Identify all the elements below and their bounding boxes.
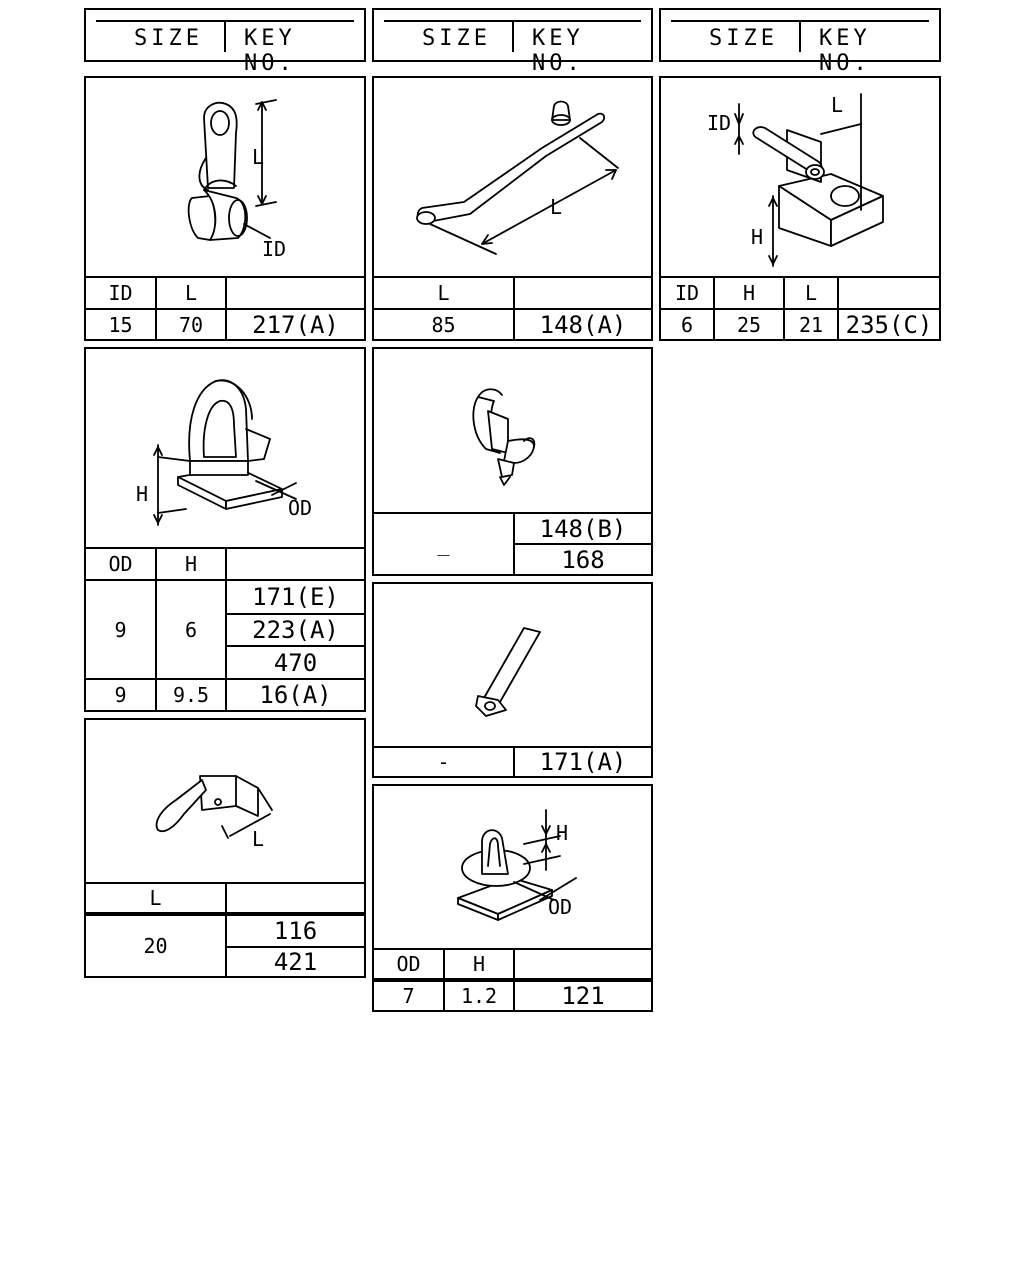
key-no-header: KEY NO. bbox=[819, 26, 871, 76]
dim-value-l: 70 bbox=[178, 313, 204, 337]
dim-label-l: L bbox=[437, 281, 450, 305]
fig-label-od: OD bbox=[548, 895, 573, 919]
dim-value-h: 1.2 bbox=[460, 984, 498, 1008]
key-number: 421 bbox=[273, 948, 318, 976]
dim-label-h: H bbox=[472, 952, 486, 976]
dim-value-h: 6 bbox=[184, 617, 198, 642]
fig-label-od: OD bbox=[288, 496, 313, 520]
part-card-hook-clip bbox=[84, 718, 366, 978]
size-value: - bbox=[437, 750, 450, 774]
fig-label-id: ID bbox=[262, 237, 287, 261]
dim-value-od: 7 bbox=[402, 984, 415, 1008]
dim-value-l: 85 bbox=[431, 313, 456, 337]
part-card-clip-od-h bbox=[84, 347, 366, 712]
dim-label-od: OD bbox=[396, 952, 421, 976]
key-no-header: KEY NO. bbox=[532, 26, 584, 76]
part-card-171a bbox=[372, 582, 653, 778]
part-illustration-hose-clamp bbox=[374, 349, 651, 513]
fig-label-l: L bbox=[831, 93, 844, 117]
fig-label-h: H bbox=[556, 821, 569, 845]
dim-label-h: H bbox=[184, 552, 198, 576]
fig-label-h: H bbox=[136, 482, 149, 506]
dim-value-h: 25 bbox=[736, 313, 762, 337]
part-illustration-base-clip bbox=[86, 349, 364, 547]
fig-label-l: L bbox=[550, 195, 563, 219]
part-card-148a bbox=[372, 76, 653, 341]
dim-label-od: OD bbox=[108, 552, 133, 576]
key-number: 121 bbox=[561, 982, 605, 1010]
fig-label-id: ID bbox=[707, 111, 732, 135]
key-number: 223(A) bbox=[252, 616, 339, 644]
dim-value-od: 9 bbox=[114, 617, 127, 642]
header-box-2 bbox=[372, 8, 653, 76]
fig-label-l: L bbox=[252, 145, 265, 169]
key-number: 116 bbox=[273, 917, 318, 945]
key-number: 171(E) bbox=[252, 583, 339, 611]
dim-value-id: 15 bbox=[108, 313, 133, 337]
dim-label-l: L bbox=[804, 281, 818, 305]
key-number: 217(A) bbox=[252, 311, 339, 339]
dim-label-id: ID bbox=[108, 281, 133, 305]
header-box-1 bbox=[84, 8, 366, 76]
part-card-235c bbox=[659, 76, 941, 341]
fig-label-h: H bbox=[751, 225, 764, 249]
fig-label-l: L bbox=[252, 827, 265, 851]
key-number: 16(A) bbox=[259, 681, 332, 709]
dim-value-l: 21 bbox=[798, 313, 824, 337]
dim-label-id: ID bbox=[674, 281, 700, 305]
key-number: 168 bbox=[561, 545, 605, 574]
key-number: 235(C) bbox=[845, 311, 933, 339]
part-illustration-hook-clip bbox=[86, 720, 364, 882]
part-illustration-pipe-holder bbox=[661, 78, 939, 276]
dim-label-h: H bbox=[742, 281, 756, 305]
dim-value-id: 6 bbox=[680, 313, 694, 337]
part-card-148b bbox=[372, 347, 653, 576]
size-header: SIZE bbox=[709, 26, 778, 51]
dim-value-l: 20 bbox=[143, 934, 168, 958]
size-header: SIZE bbox=[422, 26, 491, 51]
key-number: 148(A) bbox=[539, 311, 627, 339]
part-illustration-strap bbox=[374, 78, 651, 276]
key-number: 148(B) bbox=[539, 514, 627, 543]
dim-label-l: L bbox=[149, 886, 162, 910]
key-number: 470 bbox=[273, 648, 318, 677]
part-illustration-push-clip bbox=[374, 786, 651, 948]
part-card-217a bbox=[84, 76, 366, 341]
key-no-header: KEY NO. bbox=[244, 26, 296, 76]
header-box-3 bbox=[659, 8, 941, 76]
size-value: _ bbox=[437, 532, 450, 556]
key-number: 171(A) bbox=[539, 748, 627, 776]
size-header: SIZE bbox=[134, 26, 203, 51]
part-illustration-flat-bracket bbox=[374, 584, 651, 746]
dim-value-h: 9.5 bbox=[172, 683, 210, 707]
dim-label-l: L bbox=[184, 281, 198, 305]
part-card-121 bbox=[372, 784, 653, 1012]
part-illustration-eye-clip bbox=[86, 78, 364, 276]
dim-value-od: 9 bbox=[114, 683, 127, 707]
